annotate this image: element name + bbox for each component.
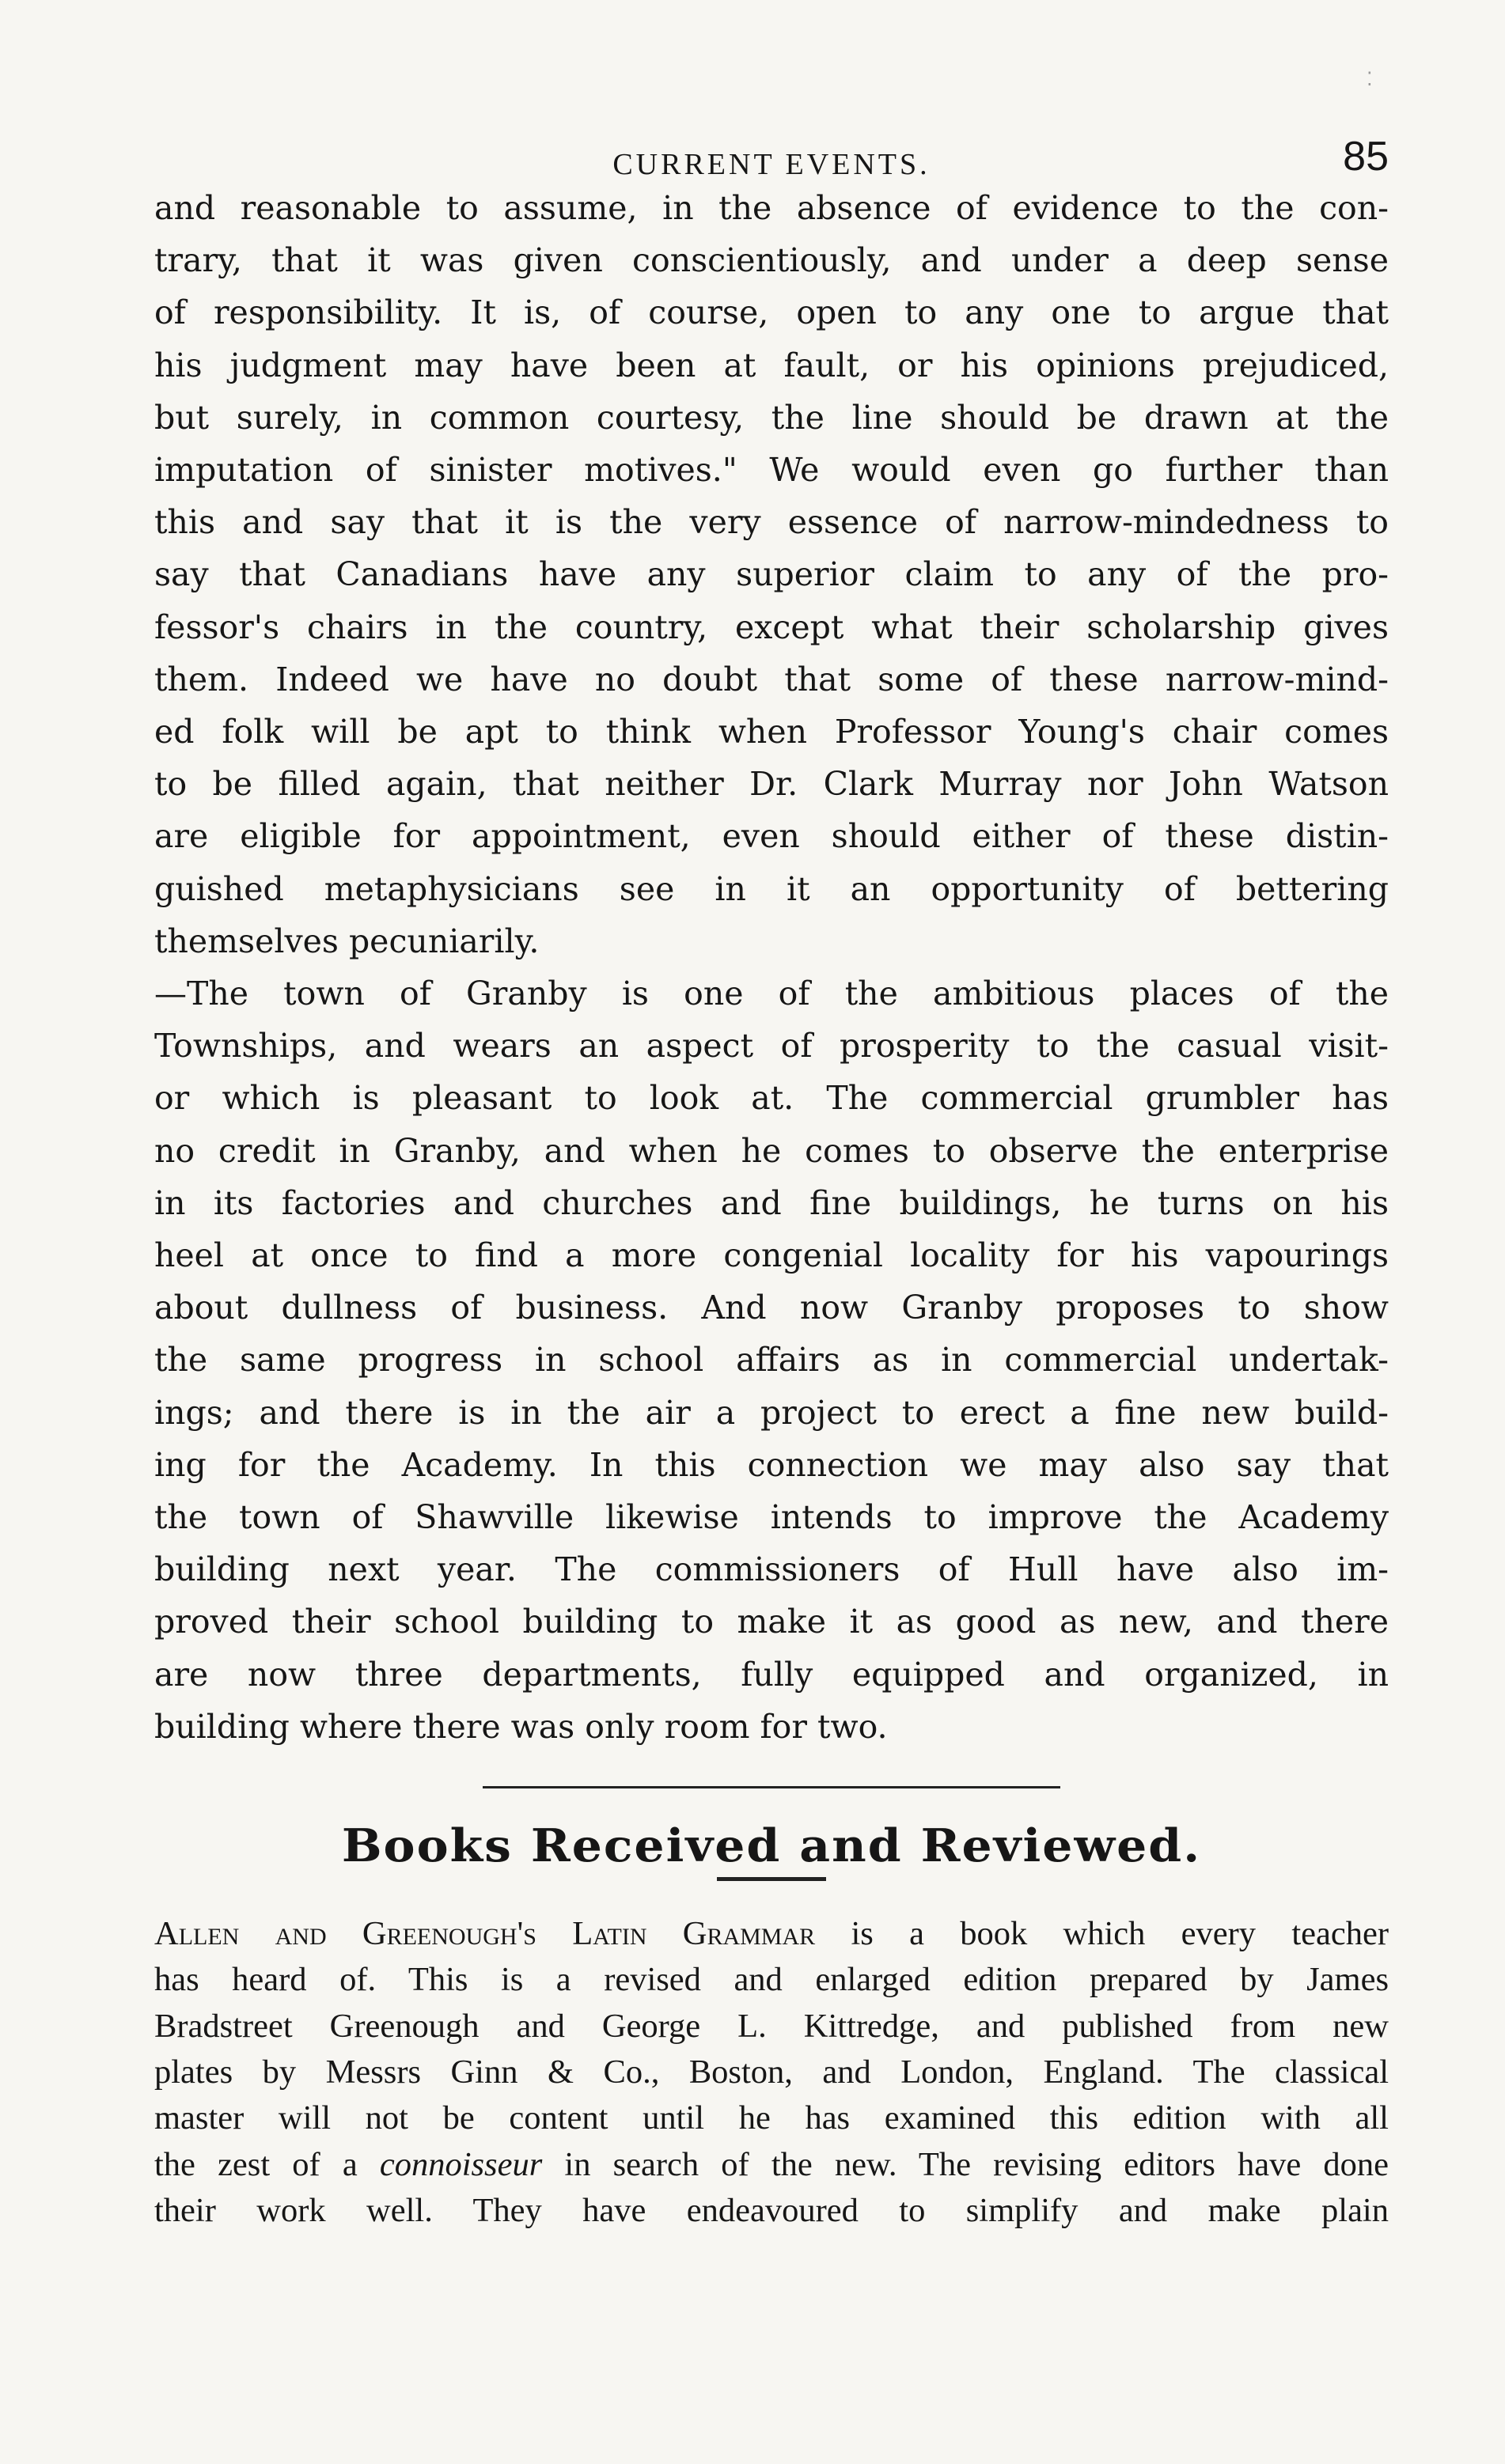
review-line: master will not be content until he has examined this edition with all [154,2099,1389,2137]
text-line: and reasonable to assume, in the absence of evidence to the con- [154,189,1389,227]
text-line: heel at once to find a more congenial locality for his vapourings [154,1236,1389,1275]
document-page [154,119,1389,2234]
text-line: this and say that it is the very essence of narrow-mindedness to [154,503,1389,542]
text-line: trary, that it was given conscientiously, and under a deep sense [154,241,1389,280]
text-line: ed folk will be apt to think when Professor Young's chair comes [154,713,1389,751]
text-line: his judgment may have been at fault, or his opinions prejudiced, [154,346,1389,384]
text-line: Townships, and wears an aspect of prosperity to the casual visit- [154,1027,1389,1065]
text-line: building next year. The commissioners of Hull have also im- [154,1550,1389,1589]
page-number: 85 [1343,134,1389,180]
italic-term: connoisseur [379,2145,543,2183]
review-line: plates by Messrs Ginn & Co., Boston, and London, England. The classical [154,2053,1389,2091]
review-text: is a book which every teacher [815,1915,1389,1953]
section-heading: Books Received and Reviewed. [341,1819,1202,1873]
book-title: Allen and Greenough's Latin Grammar [154,1915,816,1953]
text-line: are now three departments, fully equipped and organized, in [154,1655,1389,1694]
text-line: themselves pecuniarily. [154,922,540,960]
text-line: imputation of sinister motives." We would even go further than [154,451,1389,490]
review-text: in search of the new. The revising editors have done [542,2145,1389,2183]
text-line: to be filled again, that neither Dr. Clark Murray nor John Watson [154,765,1389,804]
text-line: no credit in Granby, and when he comes to observe the enterprise [154,1131,1389,1170]
text-line: ing for the Academy. In this connection we may also say that [154,1445,1389,1484]
text-line: but surely, in common courtesy, the line should be drawn at the [154,398,1389,437]
paragraph-granby [154,967,1389,1753]
heading-underline [717,1877,826,1881]
review-paragraph [154,1911,1389,2234]
text-line: guished metaphysicians see in it an opportunity of bettering [154,869,1389,908]
text-line: say that Canadians have any superior claim to any of the pro- [154,555,1389,594]
review-line: their work well. They have endeavoured to simplify and make plain [154,2191,1389,2229]
text-line: —The town of Granby is one of the ambitious places of the [154,975,1389,1013]
text-line: are eligible for appointment, even should either of these distin- [154,817,1389,856]
running-head [154,119,1389,182]
review-line: Bradstreet Greenough and George L. Kittredge, and published from new [154,2007,1389,2045]
review-line: has heard of. This is a revised and enlarged edition prepared by James [154,1961,1389,1999]
text-line: ings; and there is in the air a project to erect a fine new build- [154,1393,1389,1432]
text-line: in its factories and churches and fine buildings, he turns on his [154,1183,1389,1222]
review-line [154,2142,1389,2188]
text-line: proved their school building to make it as good as new, and there [154,1603,1389,1641]
text-line: of responsibility. It is, of course, open to any one to argue that [154,293,1389,332]
text-line: or which is pleasant to look at. The commercial grumbler has [154,1079,1389,1118]
running-title: CURRENT EVENTS. [612,148,931,181]
margin-speck: ⁚ [1367,68,1373,90]
review-line [154,1911,1389,1957]
text-line: them. Indeed we have no doubt that some of these narrow-mind- [154,660,1389,698]
text-line: the same progress in school affairs as in commercial undertak- [154,1341,1389,1380]
text-line: about dullness of business. And now Granby proposes to show [154,1289,1389,1327]
text-line: fessor's chairs in the country, except what their scholarship gives [154,607,1389,646]
review-text: the zest of a [154,2145,380,2183]
section-divider [483,1786,1060,1788]
text-line: the town of Shawville likewise intends to improve the Academy [154,1498,1389,1537]
paragraph-appointments [154,182,1389,967]
text-line: building where there was only room for two. [154,1707,888,1746]
